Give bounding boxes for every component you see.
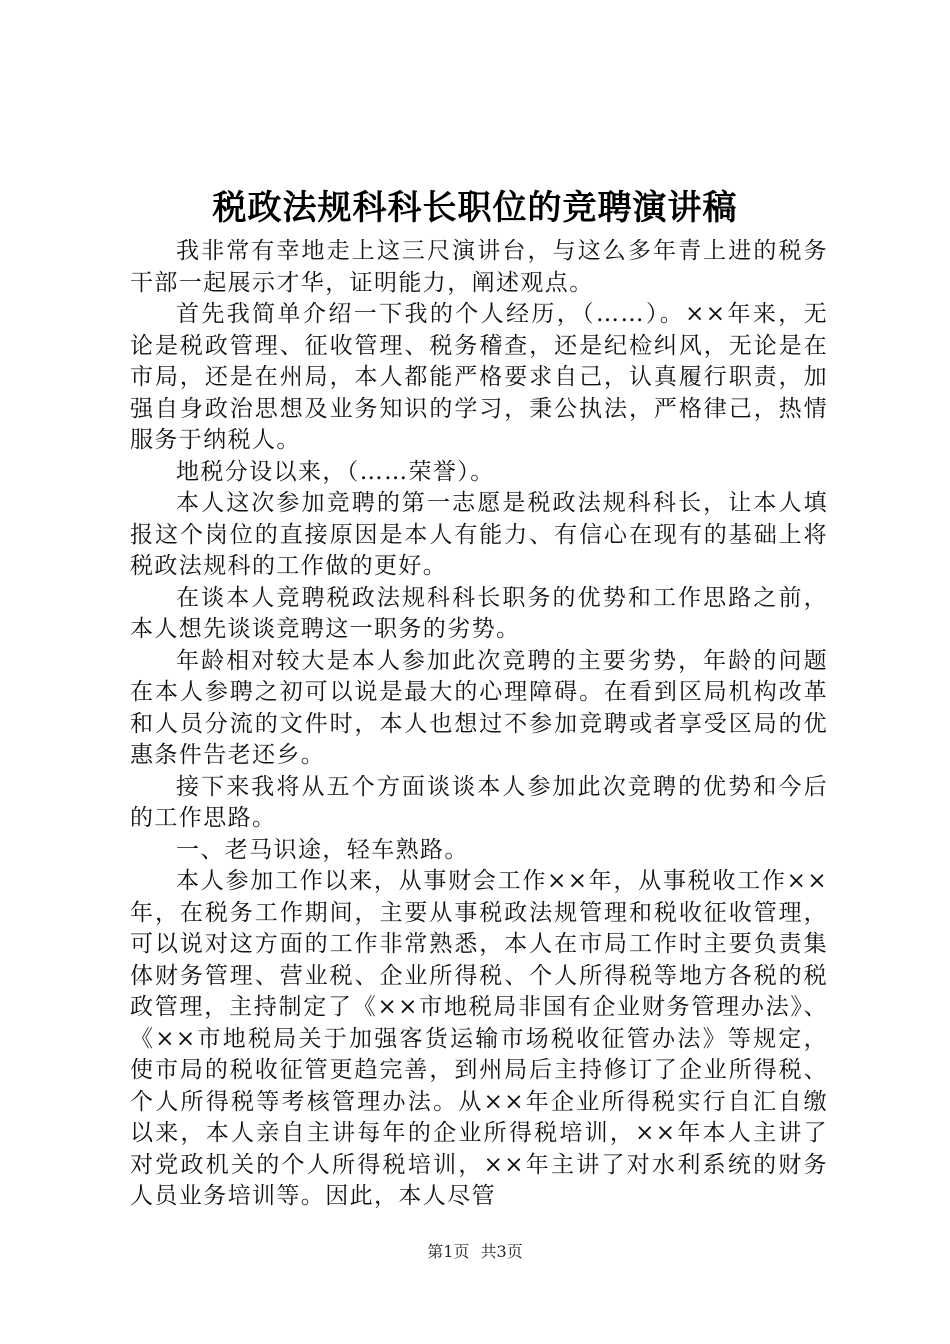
paragraph: 地税分设以来，（……荣誉）。 xyxy=(176,458,495,485)
page-total: 共3页 xyxy=(480,1242,523,1261)
page-number: 第1页 xyxy=(427,1242,470,1261)
document-body xyxy=(130,236,828,1213)
paragraph: 本人参加工作以来，从事财会工作××年，从事税收工作××年，在税务工作期间，主要从事税政法规管理和税收征收管理，可以说对这方面的工作非常熟悉，本人在市局工作时主要负责集体财务管理、营业税、企业所得税、个人所得税等地方各税的税政管理，主持制定了《××市地税局非国有企业财务管理办法》、《××市地税局关于加强客货运输市场税收征管办法》等规定，使市局的税收征管更趋完善，到州局后主持修订了企业所得税、个人所得税等考核管理办法。从××年企业所得税实行自汇自缴以来，本人亲自主讲每年的企业所得税培训，××年本人主讲了对党政机关的个人所得税培训，××年主讲了对水利系统的财务人员业务培训等。因此，本人尽管 xyxy=(130,868,828,1209)
document-title: 税政法规科科长职位的竞聘演讲稿 xyxy=(212,188,738,228)
paragraph: 在谈本人竞聘税政法规科科长职务的优势和工作思路之前，本人想先谈谈竞聘这一职务的劣势。 xyxy=(130,584,828,642)
paragraph: 接下来我将从五个方面谈谈本人参加此次竞聘的优势和今后的工作思路。 xyxy=(130,773,828,831)
paragraph: 首先我简单介绍一下我的个人经历，（……）。××年来，无论是税政管理、征收管理、税务稽查，还是纪检纠风，无论是在市局，还是在州局，本人都能严格要求自己，认真履行职责，加强自身政治思想及业务知识的学习，秉公执法，严格律己，热情服务于纳税人。 xyxy=(130,301,828,453)
page-footer xyxy=(0,1242,950,1262)
section-heading: 一、老马识途，轻车熟路。 xyxy=(176,836,469,863)
paragraph: 我非常有幸地走上这三尺演讲台，与这么多年青上进的税务干部一起展示才华，证明能力，阐述观点。 xyxy=(130,238,828,296)
paragraph: 本人这次参加竞聘的第一志愿是税政法规科科长，让本人填报这个岗位的直接原因是本人有能力、有信心在现有的基础上将税政法规科的工作做的更好。 xyxy=(130,490,828,579)
paragraph: 年龄相对较大是本人参加此次竞聘的主要劣势，年龄的问题在本人参聘之初可以说是最大的心理障碍。在看到区局机构改革和人员分流的文件时，本人也想过不参加竞聘或者享受区局的优惠条件告老还乡。 xyxy=(130,647,828,768)
